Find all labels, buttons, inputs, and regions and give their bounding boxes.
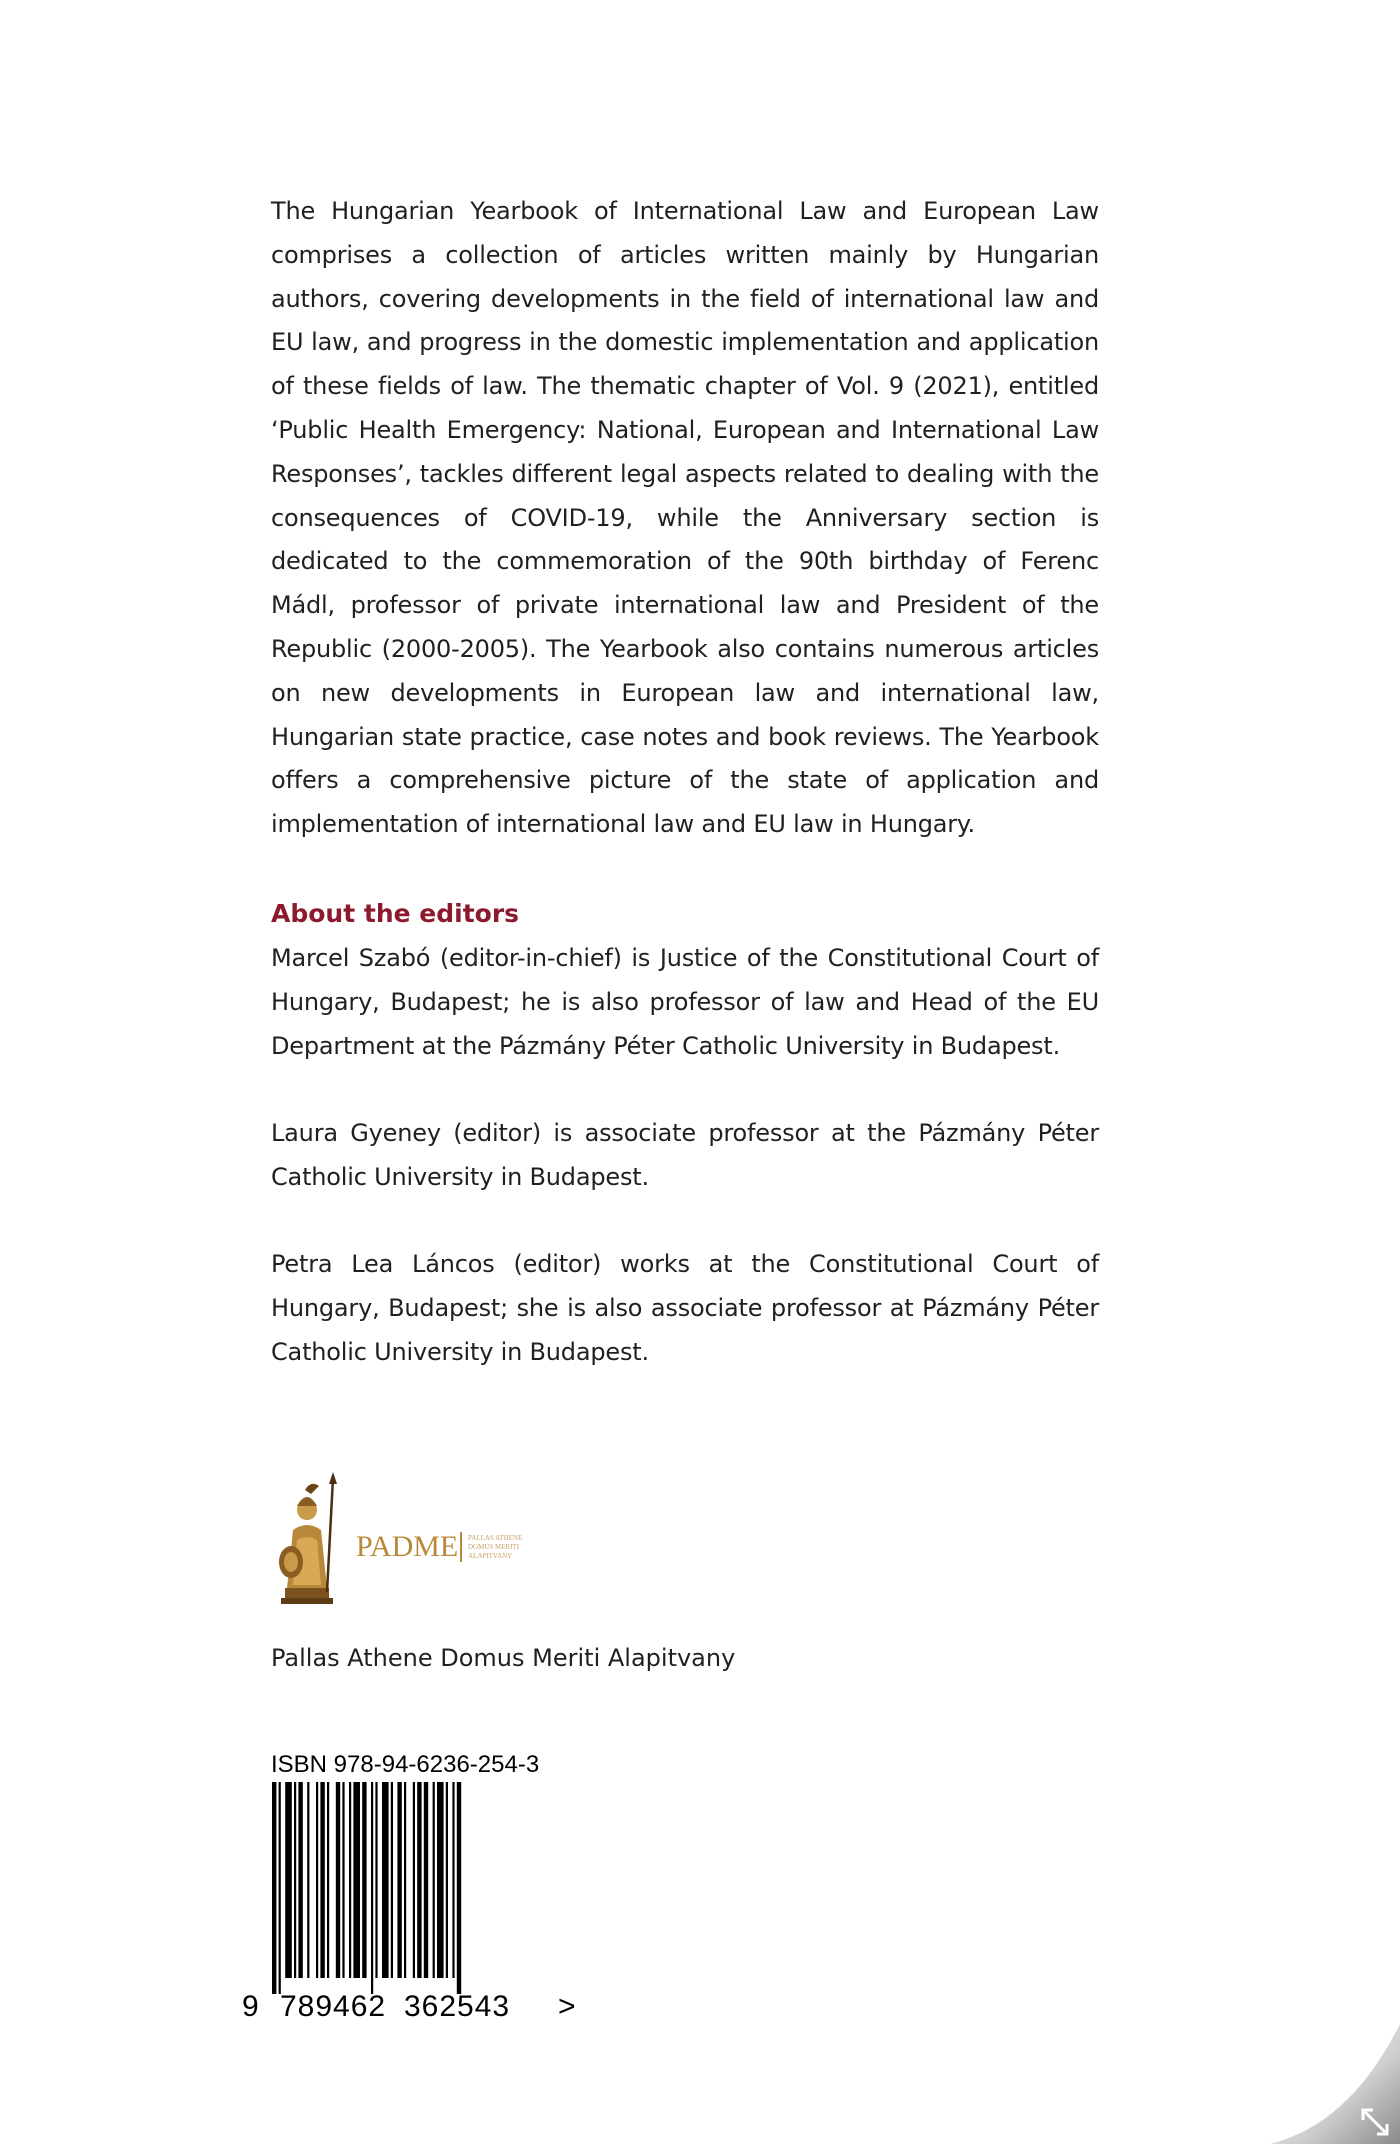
page-curl-icon [1270, 2024, 1400, 2144]
barcode-bar [404, 1782, 406, 1978]
barcode-bar [375, 1782, 377, 1978]
barcode-lead-digit: 9 [242, 1990, 259, 2022]
barcode-bar [424, 1782, 428, 1978]
barcode-bars [272, 1782, 461, 1994]
padme-logo-subtext-2: DOMUS MERITI [468, 1543, 520, 1551]
athena-statue-icon [279, 1472, 337, 1604]
barcode-bar [316, 1782, 318, 1978]
barcode-bar [336, 1782, 340, 1978]
barcode-bar [391, 1782, 393, 1978]
barcode-bar [353, 1782, 360, 1978]
padme-logo-subtext-3: ALAPITVANY [468, 1552, 513, 1560]
blurb-section [271, 190, 1099, 847]
barcode-digits-right: 362543 [404, 1990, 511, 2022]
barcode-bar [413, 1782, 415, 1978]
barcode-bar [371, 1782, 373, 1994]
barcode-bar [452, 1782, 454, 1978]
barcode-bar [397, 1782, 401, 1978]
barcode-bar [437, 1782, 444, 1978]
editor-bio-szabo: Marcel Szabó (editor-in-chief) is Justice of the Constitutional Court of Hungary, Budapest; he is also professor of law and Head of the EU Department at the Pázmány Péter Catholic University in Budapest. [271, 944, 1099, 1060]
book-description: The Hungarian Yearbook of International Law and European Law comprises a collection of articles written mainly by Hungarian authors, covering developments in the field of international law and EU law, and progress in the domestic implementation and application of these fields of law. The thematic chapter of Vol. 9 (2021), entitled ‘Public Health Emergency: National, European and International Law Responses’, tackles different legal aspects related to dealing with the consequences of COVID-19, while the Anniversary section is dedicated to the commemoration of the 90th birthday of Ferenc Mádl, professor of private international law and President of the Republic (2000-2005). The Yearbook also contains numerous articles on new developments in European law and international law, Hungarian state practice, case notes and book reviews. The Yearbook offers a comprehensive picture of the state of application and implementation of international law and EU law in Hungary. [271, 197, 1099, 839]
barcode-digits-left: 789462 [280, 1990, 387, 2022]
barcode-bar [342, 1782, 344, 1978]
editor-bio-gyeney: Laura Gyeney (editor) is associate professor at the Pázmány Péter Catholic University in Budapest. [271, 1119, 1099, 1191]
barcode-bar [349, 1782, 351, 1978]
isbn-label: ISBN 978-94-6236-254-3 [271, 1751, 540, 1778]
editors-heading: About the editors [271, 899, 520, 928]
barcode-bar [298, 1782, 302, 1978]
barcode-bar [279, 1782, 281, 1994]
barcode-bar [307, 1782, 309, 1978]
barcode-bar [327, 1782, 329, 1978]
barcode-quiet-zone-mark: > [558, 1990, 576, 2022]
barcode-bar [362, 1782, 366, 1978]
barcode-bar [285, 1782, 292, 1978]
barcode-bar [272, 1782, 276, 1994]
isbn-barcode [240, 1782, 600, 2022]
barcode-bar [417, 1782, 421, 1978]
barcode-bar [294, 1782, 296, 1978]
publisher-name: Pallas Athene Domus Meriti Alapitvany [271, 1644, 736, 1672]
padme-logo-text: PADME [356, 1530, 459, 1563]
padme-logo-subtext-1: PALLAS ATHENE [468, 1534, 523, 1542]
padme-logo [271, 1470, 561, 1605]
barcode-bar [382, 1782, 389, 1978]
barcode-bar [433, 1782, 435, 1978]
barcode-bar [457, 1782, 461, 1994]
barcode-bar [320, 1782, 324, 1978]
editor-bio-lancos: Petra Lea Láncos (editor) works at the Constitutional Court of Hungary, Budapest; she is also associate professor at Pázmány Péter Catholic University in Budapest. [271, 1250, 1099, 1366]
barcode-bar [446, 1782, 448, 1978]
